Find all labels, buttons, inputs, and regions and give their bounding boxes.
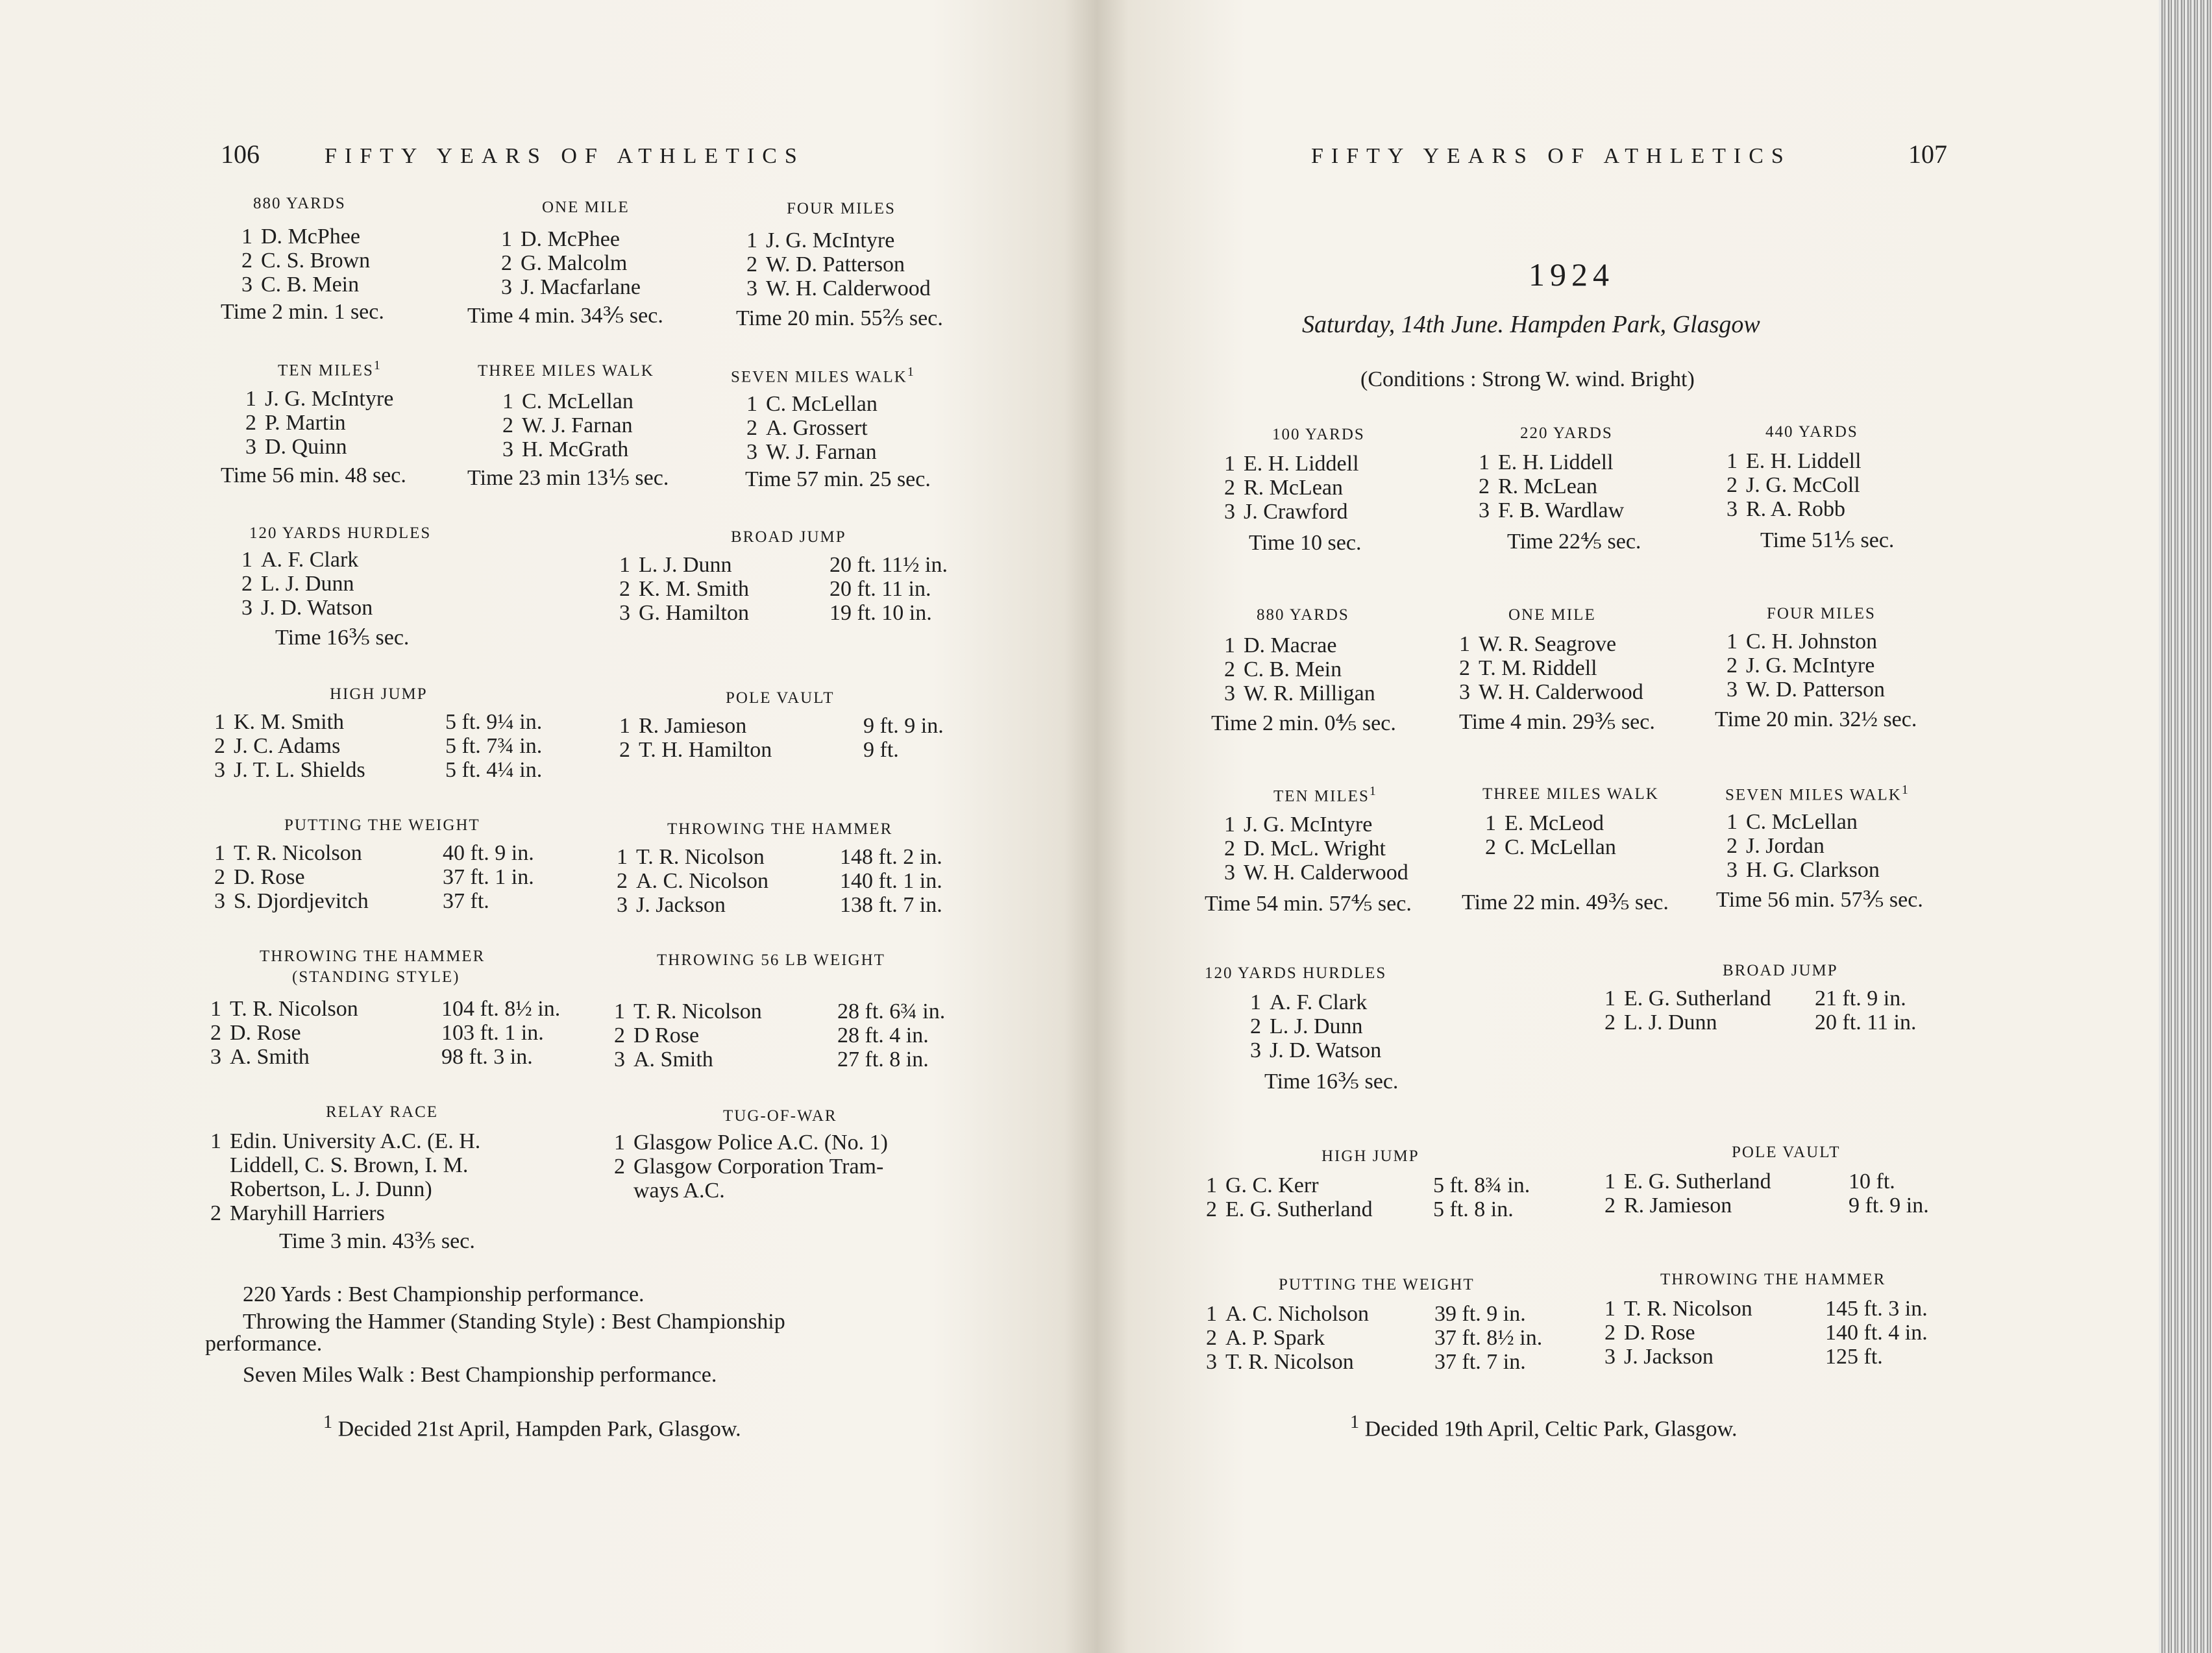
results-relay-race <box>210 1129 480 1225</box>
event-title: ONE MILE <box>1508 606 1596 624</box>
results-four-miles <box>746 228 931 300</box>
result-row: 1 D. McPhee <box>501 227 620 251</box>
result-row: 2 T. H. Hamilton 9 ft. <box>619 738 899 762</box>
page-number: 107 <box>1908 140 1947 169</box>
results-120-yards-hurdles <box>241 548 373 620</box>
event-title: HIGH JUMP <box>1321 1147 1419 1165</box>
result-row: 3 S. Djordjevitch 37 ft. <box>214 889 489 913</box>
result-row: 1 T. R. Nicolson 148 ft. 2 in. <box>617 845 942 869</box>
result-row: 3 J. D. Watson <box>1250 1038 1382 1062</box>
event-time: Time 4 min. 29⅗ sec. <box>1459 710 1655 734</box>
result-row: 3 W. J. Farnan <box>746 440 877 464</box>
result-row: 1 C. McLellan <box>746 392 878 416</box>
event-time: Time 16⅗ sec. <box>275 626 410 650</box>
result-row: 1 T. R. Nicolson 28 ft. 6¾ in. <box>614 999 946 1023</box>
result-row: 1 Glasgow Police A.C. (No. 1) <box>614 1131 888 1155</box>
result-row: 2 D Rose 28 ft. 4 in. <box>614 1023 929 1047</box>
result-row: 3 J. T. L. Shields 5 ft. 4¼ in. <box>214 758 543 782</box>
results-880-yards <box>1224 633 1375 705</box>
event-title: THROWING THE HAMMER <box>667 820 893 838</box>
result-row: 1 W. R. Seagrove <box>1459 632 1617 656</box>
result-row: 2 L. J. Dunn <box>1250 1014 1363 1038</box>
event-time: Time 2 min. 1 sec. <box>221 300 384 324</box>
result-row: 2 J. G. McIntyre <box>1727 654 1875 678</box>
results-putting-the-weight <box>1206 1302 1569 1380</box>
results-one-mile <box>1459 632 1643 704</box>
result-row: 1 C. McLellan <box>1727 810 1858 834</box>
results-three-miles-walk <box>1485 811 1616 859</box>
result-row: 1 A. C. Nicholson 39 ft. 9 in. <box>1206 1302 1526 1326</box>
result-row: 2 D. McL. Wright <box>1224 837 1386 861</box>
result-row: 3 J. Jackson 138 ft. 7 in. <box>617 893 942 917</box>
event-title: BROAD JUMP <box>1723 962 1838 979</box>
result-row: 1 E. H. Liddell <box>1479 450 1614 474</box>
event-title: TEN MILES$^1$ <box>278 358 380 380</box>
results-seven-miles-walk <box>746 392 878 464</box>
results-high-jump <box>1206 1173 1569 1232</box>
result-row: 1 L. J. Dunn 20 ft. 11½ in. <box>619 553 948 577</box>
year-heading: 1924 <box>1529 256 1614 293</box>
results-throwing-the-hammer <box>1604 1297 1968 1375</box>
result-row: 3 H. McGrath <box>502 437 629 461</box>
event-title: SEVEN MILES WALK$^1$ <box>1725 783 1908 804</box>
result-row: 1 T. R. Nicolson 40 ft. 9 in. <box>214 841 534 865</box>
result-row: 1 E. H. Liddell <box>1727 449 1862 473</box>
result-row: 1 D. Macrae <box>1224 633 1337 657</box>
event-subtitle: (STANDING STYLE) <box>292 968 460 986</box>
result-row: 3 W. D. Patterson <box>1727 678 1886 702</box>
event-880-yards <box>253 195 346 213</box>
event-title: TEN MILES$^1$ <box>1273 784 1376 805</box>
event-title: FOUR MILES <box>787 200 896 217</box>
result-row: 2 D. Rose 140 ft. 4 in. <box>1604 1321 1928 1345</box>
page-edges <box>2159 0 2212 1653</box>
results-880-yards <box>241 225 370 297</box>
event-time: Time 23 min 13⅕ sec. <box>467 466 669 490</box>
result-row: 3 A. Smith 27 ft. 8 in. <box>614 1047 929 1071</box>
result-row: 3 D. Quinn <box>245 435 347 459</box>
event-title: THROWING THE HAMMER <box>260 948 485 965</box>
results-broad-jump <box>619 553 983 631</box>
event-time: Time 16⅗ sec. <box>1264 1070 1399 1094</box>
result-row: 2 T. M. Riddell <box>1459 656 1597 680</box>
event-title: FOUR MILES <box>1767 605 1876 622</box>
results-ten-miles <box>245 387 393 459</box>
event-time: Time 10 sec. <box>1249 531 1362 555</box>
event-time: Time 22⅘ sec. <box>1507 530 1641 554</box>
result-row: 2 R. McLean <box>1224 476 1343 500</box>
results-hammer-standing-style <box>210 997 587 1075</box>
result-row: 2 A. Grossert <box>746 416 868 440</box>
result-row: 1 D. McPhee <box>241 225 360 249</box>
results-pole-vault <box>1604 1169 1968 1228</box>
running-head: FIFTY YEARS OF ATHLETICS <box>1311 144 1791 168</box>
results-100-yards <box>1224 452 1359 524</box>
results-440-yards <box>1727 449 1862 521</box>
result-row: 2 G. Malcolm <box>501 251 628 275</box>
result-row: 3 W. H. Calderwood <box>1459 680 1643 704</box>
event-title: TUG-OF-WAR <box>723 1107 837 1125</box>
event-title: 220 YARDS <box>1520 424 1613 442</box>
footnote: $^1$ Decided 21st April, Hampden Park, Glasgow. <box>323 1412 741 1441</box>
result-row: 2 P. Martin <box>245 411 346 435</box>
result-row: 1 E. H. Liddell <box>1224 452 1359 476</box>
result-row: 3 W. H. Calderwood <box>1224 861 1408 885</box>
event-time: Time 54 min. 57⅘ sec. <box>1205 892 1412 916</box>
event-title: RELAY RACE <box>326 1103 439 1121</box>
result-row: 1 E. McLeod <box>1485 811 1604 835</box>
page-number: 106 <box>221 140 260 169</box>
event-title: 440 YARDS <box>1765 423 1858 441</box>
event-title: 120 YARDS HURDLES <box>1205 964 1387 982</box>
event-title: POLE VAULT <box>726 689 835 707</box>
event-title: POLE VAULT <box>1732 1144 1841 1161</box>
performance-note: Throwing the Hammer (Standing Style) : Best Championship <box>243 1310 785 1334</box>
results-pole-vault <box>619 714 983 772</box>
result-row: 1 A. F. Clark <box>241 548 359 572</box>
result-row: 2 Maryhill Harriers <box>210 1201 385 1225</box>
results-high-jump <box>214 710 578 788</box>
event-title: THROWING 56 LB WEIGHT <box>657 951 885 969</box>
results-broad-jump <box>1604 986 1968 1045</box>
event-title: 100 YARDS <box>1272 426 1365 443</box>
result-row: 1 J. G. McIntyre <box>746 228 895 252</box>
result-row: 2 D. Rose 103 ft. 1 in. <box>210 1021 544 1045</box>
result-row: 3 W. H. Calderwood <box>746 276 931 300</box>
result-row: ways A.C. <box>633 1179 725 1203</box>
results-ten-miles <box>1224 813 1408 885</box>
result-row: 1 C. H. Johnston <box>1727 630 1878 654</box>
result-row: 3 A. Smith 98 ft. 3 in. <box>210 1045 533 1069</box>
result-row: 2 W. J. Farnan <box>502 413 633 437</box>
result-row: 3 R. A. Robb <box>1727 497 1846 521</box>
result-row: 2 R. McLean <box>1479 474 1597 498</box>
result-row: 2 C. McLellan <box>1485 835 1616 859</box>
result-row: 3 T. R. Nicolson 37 ft. 7 in. <box>1206 1350 1526 1374</box>
results-220-yards <box>1479 450 1624 522</box>
result-row: 2 L. J. Dunn 20 ft. 11 in. <box>1604 1010 1917 1035</box>
result-row: 2 C. B. Mein <box>1224 657 1342 681</box>
results-tug-of-war <box>614 1131 888 1203</box>
event-title: 880 YARDS <box>1257 606 1349 624</box>
event-time: Time 22 min. 49⅗ sec. <box>1462 890 1669 914</box>
results-putting-the-weight <box>214 841 578 919</box>
result-row: Liddell, C. S. Brown, I. M. <box>230 1153 469 1177</box>
conditions: (Conditions : Strong W. wind. Bright) <box>1360 367 1695 391</box>
result-row: 1 C. McLellan <box>502 389 633 413</box>
result-row: Robertson, L. J. Dunn) <box>230 1177 432 1201</box>
event-time: Time 2 min. 0⅘ sec. <box>1211 711 1396 735</box>
performance-note: 220 Yards : Best Championship performance. <box>243 1282 645 1306</box>
result-row: 2 J. G. McColl <box>1727 473 1860 497</box>
result-row: 3 J. Crawford <box>1224 500 1348 524</box>
result-row: 3 J. D. Watson <box>241 596 373 620</box>
result-row: 2 C. S. Brown <box>241 249 371 273</box>
event-title: HIGH JUMP <box>330 685 428 703</box>
event-title: PUTTING THE WEIGHT <box>1279 1276 1475 1293</box>
meet-date-venue: Saturday, 14th June. Hampden Park, Glasgow <box>1302 311 1760 338</box>
result-row: 3 F. B. Wardlaw <box>1479 498 1625 522</box>
event-time: Time 20 min. 32½ sec. <box>1715 707 1917 731</box>
result-row: 1 Edin. University A.C. (E. H. <box>210 1129 481 1153</box>
result-row: 1 E. G. Sutherland 10 ft. <box>1604 1169 1895 1194</box>
result-row: 3 J. Macfarlane <box>501 275 641 299</box>
event-time: Time 3 min. 43⅗ sec. <box>279 1229 475 1253</box>
result-row: 3 W. R. Milligan <box>1224 681 1375 705</box>
event-title: THREE MILES WALK <box>478 362 654 380</box>
results-three-miles-walk <box>502 389 633 461</box>
result-row: 2 J. C. Adams 5 ft. 7¾ in. <box>214 734 543 758</box>
result-row: 1 K. M. Smith 5 ft. 9¼ in. <box>214 710 543 734</box>
running-head: FIFTY YEARS OF ATHLETICS <box>325 144 805 168</box>
results-throwing-56-lb-weight <box>614 999 977 1077</box>
result-row: 3 J. Jackson 125 ft. <box>1604 1345 1883 1369</box>
performance-note: performance. <box>205 1332 323 1356</box>
event-title: ONE MILE <box>542 199 630 216</box>
event-time: Time 20 min. 55⅖ sec. <box>736 306 943 330</box>
result-row: 1 G. C. Kerr 5 ft. 8¾ in. <box>1206 1173 1530 1197</box>
result-row: 1 A. F. Clark <box>1250 990 1368 1014</box>
result-row: 2 K. M. Smith 20 ft. 11 in. <box>619 577 931 601</box>
result-row: 2 L. J. Dunn <box>241 572 354 596</box>
event-title: PUTTING THE WEIGHT <box>284 816 480 834</box>
result-row: 2 A. C. Nicolson 140 ft. 1 in. <box>617 869 942 893</box>
result-row: 2 J. Jordan <box>1727 834 1825 858</box>
event-title: BROAD JUMP <box>731 528 846 546</box>
result-row: 1 R. Jamieson 9 ft. 9 in. <box>619 714 944 738</box>
event-title: 120 YARDS HURDLES <box>249 524 432 542</box>
footnote: $^1$ Decided 19th April, Celtic Park, Glasgow. <box>1350 1412 1738 1441</box>
result-row: 2 R. Jamieson 9 ft. 9 in. <box>1604 1194 1929 1218</box>
result-row: 1 J. G. McIntyre <box>1224 813 1373 837</box>
result-row: 2 E. G. Sutherland 5 ft. 8 in. <box>1206 1197 1514 1221</box>
result-row: 2 D. Rose 37 ft. 1 in. <box>214 865 534 889</box>
result-row: 1 J. G. McIntyre <box>245 387 394 411</box>
results-four-miles <box>1727 630 1885 702</box>
event-title: THREE MILES WALK <box>1482 785 1659 803</box>
results-one-mile <box>501 227 641 299</box>
result-row: 1 T. R. Nicolson 145 ft. 3 in. <box>1604 1297 1928 1321</box>
results-seven-miles-walk <box>1727 810 1880 882</box>
result-row: 2 A. P. Spark 37 ft. 8½ in. <box>1206 1326 1543 1350</box>
results-120-yards-hurdles <box>1250 990 1381 1062</box>
performance-note: Seven Miles Walk : Best Championship performance. <box>243 1363 717 1387</box>
results-throwing-the-hammer <box>617 845 980 923</box>
result-row: 3 C. B. Mein <box>241 273 360 297</box>
event-time: Time 56 min. 57⅗ sec. <box>1716 888 1923 912</box>
left-page <box>0 0 1097 1653</box>
result-row: 3 G. Hamilton 19 ft. 10 in. <box>619 601 932 625</box>
event-time: Time 56 min. 48 sec. <box>221 463 406 487</box>
event-title: 880 YARDS <box>253 195 346 212</box>
result-row: 1 T. R. Nicolson 104 ft. 8½ in. <box>210 997 561 1021</box>
event-title: THROWING THE HAMMER <box>1660 1271 1886 1288</box>
result-row: 2 W. D. Patterson <box>746 252 905 276</box>
event-time: Time 4 min. 34⅗ sec. <box>467 304 663 328</box>
event-time: Time 57 min. 25 sec. <box>745 467 931 491</box>
result-row: 1 E. G. Sutherland 21 ft. 9 in. <box>1604 986 1906 1010</box>
result-row: 2 Glasgow Corporation Tram- <box>614 1155 884 1179</box>
result-row: 3 H. G. Clarkson <box>1727 858 1880 882</box>
event-title: SEVEN MILES WALK$^1$ <box>731 365 914 386</box>
event-time: Time 51⅕ sec. <box>1760 528 1895 552</box>
right-page <box>1097 0 2159 1653</box>
